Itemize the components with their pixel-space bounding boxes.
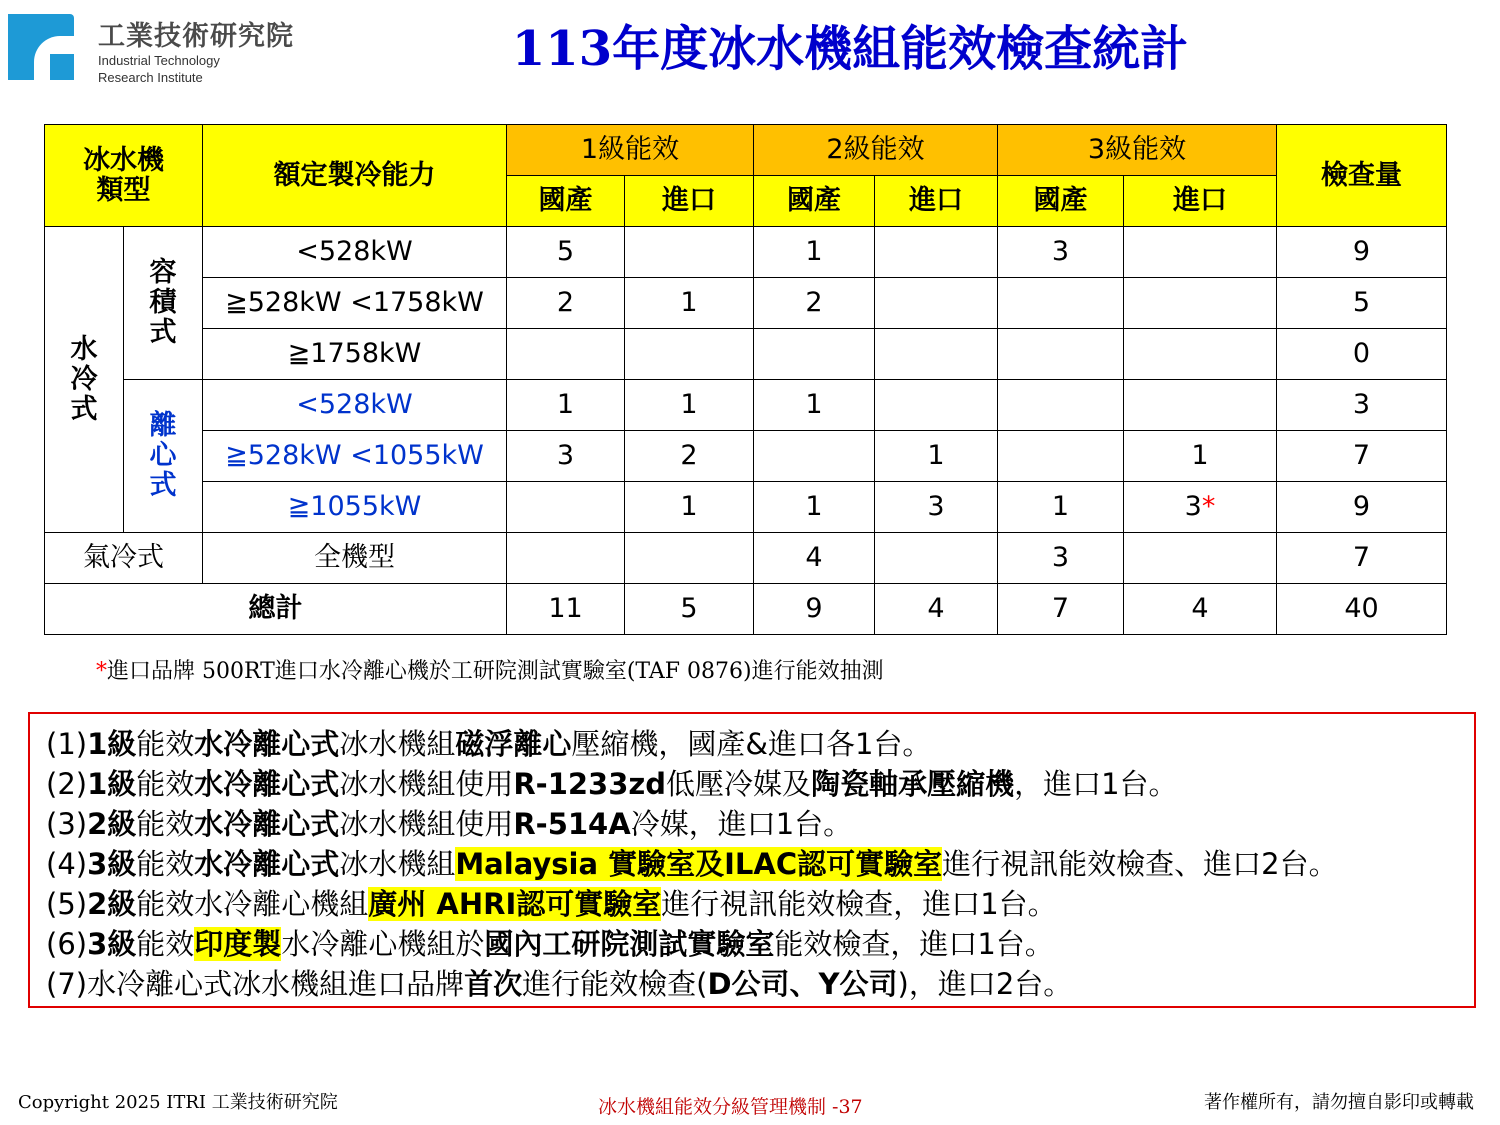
note-text: 進行能效檢查(	[522, 967, 708, 1001]
note-text: 首次	[464, 967, 523, 1001]
note-item	[46, 724, 1474, 764]
table-row	[45, 227, 1447, 278]
note-text: R-514A	[513, 807, 631, 841]
note-item	[46, 964, 1474, 1004]
note-highlight: 印度製	[194, 927, 282, 961]
itri-logo-mark-icon	[8, 14, 74, 80]
value-cell: 1	[754, 227, 875, 278]
note-text: 陶瓷軸承壓縮機	[811, 767, 1015, 801]
note-text: 水冷離心式	[194, 807, 340, 841]
note-text: ，進口1台。	[1014, 767, 1178, 801]
group-air-cooled: 氣冷式	[45, 533, 203, 584]
note-text: 3級	[87, 927, 137, 961]
note-text: 國內工研院測試實驗室	[484, 927, 775, 961]
total-cell: 3	[1277, 380, 1447, 431]
value-cell: 9	[754, 584, 875, 635]
value-cell: 3	[998, 227, 1124, 278]
note-text: 能效水冷離心機組	[136, 887, 369, 921]
note-text: 水冷離心機組於	[281, 927, 485, 961]
value-cell	[875, 278, 998, 329]
header-imported: 進口	[1124, 176, 1277, 227]
header-capacity: 額定製冷能力	[203, 125, 507, 227]
note-text: (3)	[46, 807, 88, 841]
logo-name-zh: 工業技術研究院	[98, 21, 294, 52]
header-grade1: 1級能效	[507, 125, 754, 176]
group-water-cooled: 水 冷 式	[45, 227, 124, 533]
value-cell	[507, 533, 625, 584]
note-item	[46, 764, 1474, 804]
value-cell: 1	[625, 278, 754, 329]
note-text: 進行視訊能效檢查、進口2台。	[942, 847, 1338, 881]
note-text: 能效	[136, 727, 195, 761]
value-cell	[1124, 329, 1277, 380]
page-title: 113年度冰水機組能效檢查統計	[511, 21, 1189, 77]
header-total: 檢查量	[1277, 125, 1447, 227]
value-cell: 4	[875, 584, 998, 635]
note-text: (1)	[46, 727, 88, 761]
value-cell	[754, 329, 875, 380]
note-text: 2級	[87, 887, 137, 921]
footnote-text: 進口品牌 500RT進口水冷離心機於工研院測試實驗室(TAF 0876)進行能效抽測	[107, 659, 884, 684]
note-text: 能效	[136, 847, 195, 881]
footer-rights-notice: 著作權所有，請勿擅自影印或轉載	[1204, 1092, 1474, 1113]
logo-name-en	[98, 52, 220, 86]
capacity-cell: <528kW	[203, 380, 507, 431]
capacity-cell: <528kW	[203, 227, 507, 278]
value-cell	[1124, 278, 1277, 329]
value-cell: 7	[998, 584, 1124, 635]
value-cell: 11	[507, 584, 625, 635]
value-cell	[875, 329, 998, 380]
value-cell: 1	[625, 380, 754, 431]
value-starred: 3	[1184, 491, 1202, 522]
group-positive-displacement: 容 積 式	[124, 227, 203, 380]
note-item	[46, 884, 1474, 924]
footer-copyright: Copyright 2025 ITRI 工業技術研究院	[18, 1092, 338, 1113]
capacity-cell: ≧1758kW	[203, 329, 507, 380]
capacity-cell: ≧528kW <1055kW	[203, 431, 507, 482]
total-cell: 9	[1277, 482, 1447, 533]
capacity-cell: ≧1055kW	[203, 482, 507, 533]
total-cell: 5	[1277, 278, 1447, 329]
table-header-row	[45, 125, 1447, 176]
note-text: 冰水機組	[339, 727, 456, 761]
value-cell	[1124, 227, 1277, 278]
note-text: 3級	[87, 847, 137, 881]
value-cell: 2	[507, 278, 625, 329]
note-text: (5)	[46, 887, 88, 921]
table-row	[45, 482, 1447, 533]
value-cell-starred	[1124, 482, 1277, 533]
header-grade3: 3級能效	[998, 125, 1277, 176]
value-cell: 1	[754, 482, 875, 533]
grand-total-label: 總計	[45, 584, 507, 635]
table-total-row	[45, 584, 1447, 635]
value-cell	[875, 380, 998, 431]
header-imported: 進口	[875, 176, 998, 227]
value-cell: 1	[507, 380, 625, 431]
value-cell	[998, 380, 1124, 431]
note-text: (4)	[46, 847, 88, 881]
table-row	[45, 533, 1447, 584]
note-text: 壓縮機，國產&進口各1台。	[571, 727, 932, 761]
header-domestic: 國產	[754, 176, 875, 227]
note-text: 能效	[136, 807, 195, 841]
header-imported: 進口	[625, 176, 754, 227]
note-text: (6)	[46, 927, 88, 961]
note-text: 冷媒，進口1台。	[630, 807, 853, 841]
total-cell: 40	[1277, 584, 1447, 635]
value-cell: 5	[625, 584, 754, 635]
note-text: R-1233zd	[513, 767, 667, 801]
table-row	[45, 329, 1447, 380]
total-cell: 9	[1277, 227, 1447, 278]
value-cell	[625, 329, 754, 380]
note-text: 水冷離心式	[194, 847, 340, 881]
value-cell: 1	[754, 380, 875, 431]
total-cell: 7	[1277, 431, 1447, 482]
note-item	[46, 804, 1474, 844]
table-footnote	[96, 654, 884, 685]
header-domestic: 國產	[998, 176, 1124, 227]
value-cell	[625, 227, 754, 278]
table-row	[45, 431, 1447, 482]
value-cell: 2	[625, 431, 754, 482]
note-text: D公司、Y公司	[707, 967, 898, 1001]
note-text: 冰水機組	[339, 847, 456, 881]
value-cell	[875, 533, 998, 584]
value-cell: 1	[625, 482, 754, 533]
value-cell	[625, 533, 754, 584]
notes-box	[28, 712, 1476, 1008]
logo-name-en-line1: Industrial Technology	[98, 53, 220, 68]
group-centrifugal: 離 心 式	[124, 380, 203, 533]
value-cell	[875, 227, 998, 278]
value-cell: 1	[998, 482, 1124, 533]
note-highlight: 廣州 AHRI認可實驗室	[368, 887, 662, 921]
header-grade2: 2級能效	[754, 125, 998, 176]
note-text: (2)	[46, 767, 88, 801]
value-cell: 4	[754, 533, 875, 584]
note-text: 冰水機組使用	[339, 807, 514, 841]
value-cell: 2	[754, 278, 875, 329]
capacity-cell: 全機型	[203, 533, 507, 584]
value-cell	[1124, 533, 1277, 584]
note-text: (7)水冷離心式冰水機組進口品牌	[46, 967, 465, 1001]
value-cell: 1	[875, 431, 998, 482]
note-item	[46, 924, 1474, 964]
note-text: 低壓冷媒及	[666, 767, 812, 801]
table-row	[45, 278, 1447, 329]
logo-name-en-line2: Research Institute	[98, 70, 203, 85]
value-cell	[507, 482, 625, 533]
note-text: 2級	[87, 807, 137, 841]
header-domestic: 國產	[507, 176, 625, 227]
note-text: 1級	[87, 767, 137, 801]
note-text: )，進口2台。	[897, 967, 1073, 1001]
inspection-stats-table	[44, 124, 1447, 635]
value-cell: 3	[875, 482, 998, 533]
note-item	[46, 844, 1474, 884]
red-asterisk: *	[1201, 491, 1216, 522]
footer-page-label: 冰水機組能效分級管理機制 -37	[598, 1096, 863, 1118]
table-row	[45, 380, 1447, 431]
value-cell	[507, 329, 625, 380]
value-cell	[998, 278, 1124, 329]
capacity-cell: ≧528kW <1758kW	[203, 278, 507, 329]
value-cell: 5	[507, 227, 625, 278]
itri-logo	[8, 12, 308, 84]
note-text: 1級	[87, 727, 137, 761]
note-text: 水冷離心式	[194, 727, 340, 761]
note-text: 能效檢查，進口1台。	[774, 927, 1054, 961]
header-type: 冰水機 類型	[45, 125, 203, 227]
note-text: 進行視訊能效檢查，進口1台。	[661, 887, 1057, 921]
note-text: 水冷離心式	[194, 767, 340, 801]
value-cell: 1	[1124, 431, 1277, 482]
note-text: 磁浮離心	[455, 727, 572, 761]
total-cell: 0	[1277, 329, 1447, 380]
value-cell	[1124, 380, 1277, 431]
note-text: 冰水機組使用	[339, 767, 514, 801]
value-cell: 3	[507, 431, 625, 482]
note-highlight: Malaysia 實驗室及ILAC認可實驗室	[455, 847, 943, 881]
note-text: 能效	[136, 927, 195, 961]
footnote-asterisk: *	[96, 659, 107, 684]
total-cell: 7	[1277, 533, 1447, 584]
value-cell: 3	[998, 533, 1124, 584]
value-cell	[754, 431, 875, 482]
value-cell	[998, 431, 1124, 482]
value-cell	[998, 329, 1124, 380]
value-cell: 4	[1124, 584, 1277, 635]
note-text: 能效	[136, 767, 195, 801]
